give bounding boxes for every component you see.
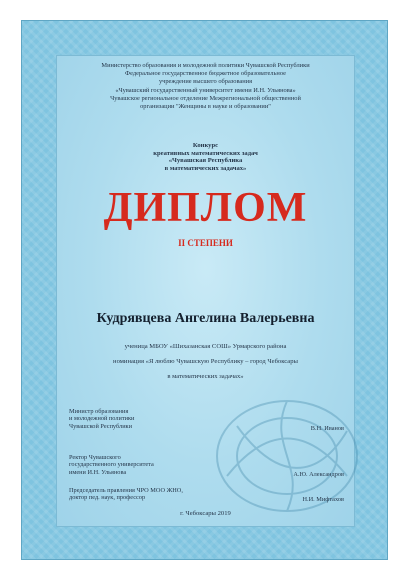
diploma-degree: II СТЕПЕНИ bbox=[178, 238, 233, 248]
winner-name: Кудрявцева Ангелина Валерьевна bbox=[96, 311, 315, 326]
header-line: Чувашское региональное отделение Межрегиональной общественной bbox=[110, 94, 301, 102]
signature-rector bbox=[69, 454, 344, 478]
organizers-header bbox=[57, 62, 354, 111]
diploma-title: ДИПЛОМ bbox=[103, 185, 308, 231]
signature-name: В.Н. Иванов bbox=[310, 424, 344, 432]
header-line: «Чувашский государственный университет имени И.Н. Ульянова» bbox=[115, 86, 296, 94]
contest-line: Конкурс bbox=[192, 142, 219, 149]
signature-title-line: имени И.Н. Ульянова bbox=[69, 468, 127, 476]
description-line: ученица МБОУ «Шихазанская СОШ» Урмарского района bbox=[124, 343, 287, 350]
contest-line: «Чувашская Республика bbox=[168, 157, 243, 165]
city-year: г. Чебоксары 2019 bbox=[180, 510, 231, 517]
diploma-inner-panel bbox=[56, 55, 355, 527]
signature-title-line: и молодежной политики bbox=[69, 415, 135, 423]
contest-line: в математических задачах» bbox=[164, 164, 247, 172]
description-line: в математических задачах» bbox=[167, 373, 244, 380]
signature-chair bbox=[69, 487, 344, 503]
signature-title-line: доктор пед. наук, профессор bbox=[69, 494, 146, 502]
contest-line: креативных математических задач bbox=[153, 149, 258, 157]
signature-title-line: Министр образования bbox=[69, 408, 129, 415]
decorative-border-frame bbox=[21, 20, 388, 560]
signature-title-line: Председатель правления ЧРО МОО ЖНО, bbox=[69, 487, 183, 494]
header-line: учреждение высшего образования bbox=[158, 78, 253, 86]
header-line: Федеральное государственное бюджетное образовательное bbox=[125, 70, 286, 78]
header-line: организации "Женщины в науке и образовании" bbox=[140, 103, 271, 111]
signature-minister bbox=[69, 408, 344, 432]
signature-title-line: Ректор Чувашского bbox=[69, 454, 121, 461]
signature-title-line: государственного университета bbox=[69, 461, 154, 469]
header-line: Министерство образования и молодежной политики Чувашской Республики bbox=[101, 62, 310, 69]
description-line: номинация «Я люблю Чувашскую Республику – город Чебоксары bbox=[113, 358, 298, 365]
contest-name bbox=[57, 142, 354, 172]
signature-name: А.Ю. Александров bbox=[293, 470, 344, 478]
award-description bbox=[65, 339, 346, 384]
signature-name: Н.И. Мифтахов bbox=[302, 495, 344, 503]
signature-title-line: Чувашской Республики bbox=[69, 422, 132, 430]
